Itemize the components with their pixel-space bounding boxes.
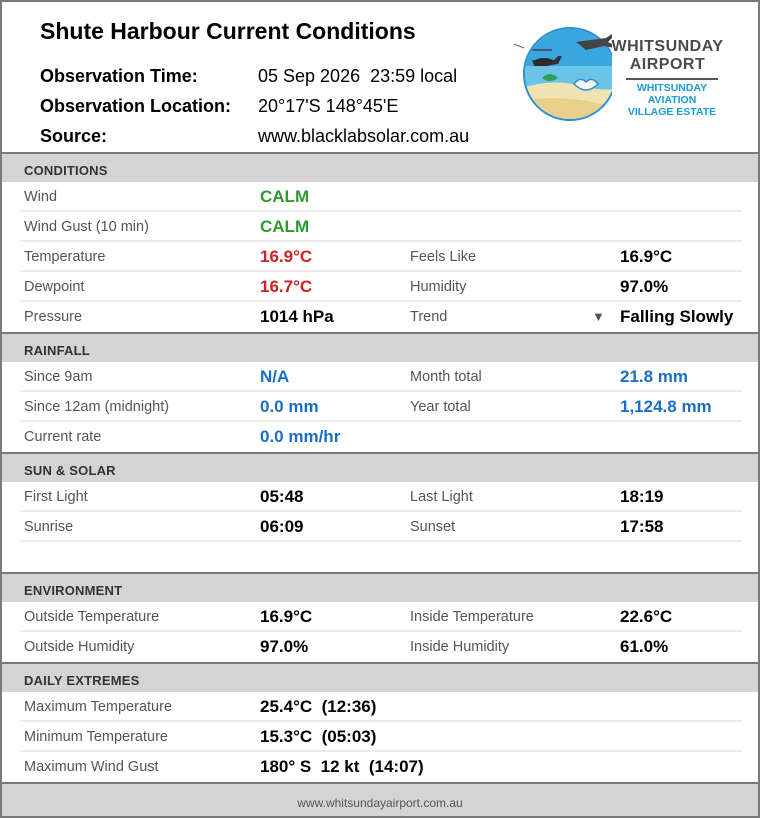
environment-section-header <box>2 572 758 602</box>
logo-line3: WHITSUNDAY AVIATION <box>636 82 708 106</box>
wind-label: Wind <box>24 189 58 205</box>
trend-label: Trend <box>410 309 448 325</box>
outside-humidity-label: Outside Humidity <box>24 639 135 655</box>
page-title: Shute Harbour Current Conditions <box>40 18 416 44</box>
pressure-value: 1014 hPa <box>260 307 334 326</box>
last-light-value: 18:19 <box>620 487 664 506</box>
trend-down-icon: ▼ <box>592 309 605 324</box>
outside-temperature-row <box>20 602 742 632</box>
since-midnight-row <box>20 392 742 422</box>
since-9am-row <box>20 362 742 392</box>
first-light-row <box>20 482 742 512</box>
logo-title <box>610 38 725 74</box>
temperature-row <box>20 242 742 272</box>
logo-subtitle <box>612 82 732 118</box>
max-temperature-label: Maximum Temperature <box>24 699 173 715</box>
max-wind-gust-value: 180° S 12 kt (14:07) <box>260 757 424 776</box>
since-midnight-value: 0.0 mm <box>260 397 319 416</box>
temperature-value: 16.9°C <box>260 247 313 266</box>
max-wind-gust-label: Maximum Wind Gust <box>24 759 159 775</box>
max-wind-gust-row <box>20 752 742 782</box>
wind-value: CALM <box>260 187 310 206</box>
wind-row <box>20 182 742 212</box>
feels-like-value: 16.9°C <box>620 247 673 266</box>
logo-line2: AIRPORT <box>629 56 706 73</box>
observation-location-value: 20°17'S 148°45'E <box>258 96 399 116</box>
current-rate-label: Current rate <box>24 429 102 445</box>
sunset-value: 17:58 <box>620 517 664 536</box>
temperature-label: Temperature <box>24 249 106 265</box>
conditions-heading: CONDITIONS <box>24 163 108 178</box>
source-label: Source: <box>40 126 108 146</box>
current-rate-value: 0.0 mm/hr <box>260 427 341 446</box>
observation-time-label: Observation Time: <box>40 66 198 86</box>
since-midnight-label: Since 12am (midnight) <box>24 399 170 415</box>
inside-temperature-value: 22.6°C <box>620 607 673 626</box>
min-temperature-row <box>20 722 742 752</box>
inside-humidity-value: 61.0% <box>620 637 669 656</box>
footer-url-link[interactable]: www.whitsundayairport.com.au <box>297 796 463 810</box>
wind-gust-row <box>20 212 742 242</box>
observation-location-label: Observation Location: <box>40 96 232 116</box>
month-total-value: 21.8 mm <box>620 367 689 386</box>
max-temperature-row <box>20 692 742 722</box>
daily-extremes-heading: DAILY EXTREMES <box>24 673 140 688</box>
current-rate-row <box>20 422 742 452</box>
month-total-label: Month total <box>410 369 482 385</box>
pressure-label: Pressure <box>24 309 83 325</box>
feels-like-label: Feels Like <box>410 249 477 265</box>
conditions-section-header <box>2 152 758 182</box>
humidity-value: 97.0% <box>620 277 669 296</box>
logo-emblem-icon <box>512 26 612 126</box>
footer <box>2 782 758 816</box>
sunset-label: Sunset <box>410 519 456 535</box>
min-temperature-value: 15.3°C (05:03) <box>260 727 377 746</box>
pressure-row <box>20 302 742 332</box>
sun-solar-heading: SUN & SOLAR <box>24 463 116 478</box>
year-total-value: 1,124.8 mm <box>620 397 712 416</box>
whitsunday-airport-logo <box>512 26 737 126</box>
since-9am-value: N/A <box>260 367 290 386</box>
first-light-label: First Light <box>24 489 88 505</box>
inside-temperature-label: Inside Temperature <box>410 609 534 625</box>
logo-line4: VILLAGE ESTATE <box>627 106 717 118</box>
rainfall-heading: RAINFALL <box>24 343 90 358</box>
environment-heading: ENVIRONMENT <box>24 583 123 598</box>
wind-gust-value: CALM <box>260 217 310 236</box>
first-light-value: 05:48 <box>260 487 304 506</box>
year-total-label: Year total <box>410 399 471 415</box>
inside-humidity-label: Inside Humidity <box>410 639 510 655</box>
sunrise-label: Sunrise <box>24 519 74 535</box>
dewpoint-value: 16.7°C <box>260 277 313 296</box>
dewpoint-row <box>20 272 742 302</box>
sun-solar-section-header <box>2 452 758 482</box>
since-9am-label: Since 9am <box>24 369 93 385</box>
observation-time-value: 05 Sep 2026 23:59 local <box>258 66 458 86</box>
sunrise-value: 06:09 <box>260 517 304 536</box>
daily-extremes-section-header <box>2 662 758 692</box>
outside-humidity-value: 97.0% <box>260 637 309 656</box>
outside-temperature-label: Outside Temperature <box>24 609 160 625</box>
trend-value: Falling Slowly <box>620 307 734 326</box>
min-temperature-label: Minimum Temperature <box>24 729 168 745</box>
wind-gust-label: Wind Gust (10 min) <box>24 219 149 235</box>
outside-temperature-value: 16.9°C <box>260 607 313 626</box>
max-temperature-value: 25.4°C (12:36) <box>260 697 377 716</box>
sunrise-row <box>20 512 742 542</box>
header <box>2 2 758 152</box>
logo-line1: WHITSUNDAY <box>611 38 724 55</box>
last-light-label: Last Light <box>410 489 473 505</box>
outside-humidity-row <box>20 632 742 662</box>
rainfall-section-header <box>2 332 758 362</box>
dewpoint-label: Dewpoint <box>24 279 85 295</box>
logo-divider <box>626 78 718 80</box>
humidity-label: Humidity <box>410 279 467 295</box>
source-value: www.blacklabsolar.com.au <box>258 126 470 146</box>
